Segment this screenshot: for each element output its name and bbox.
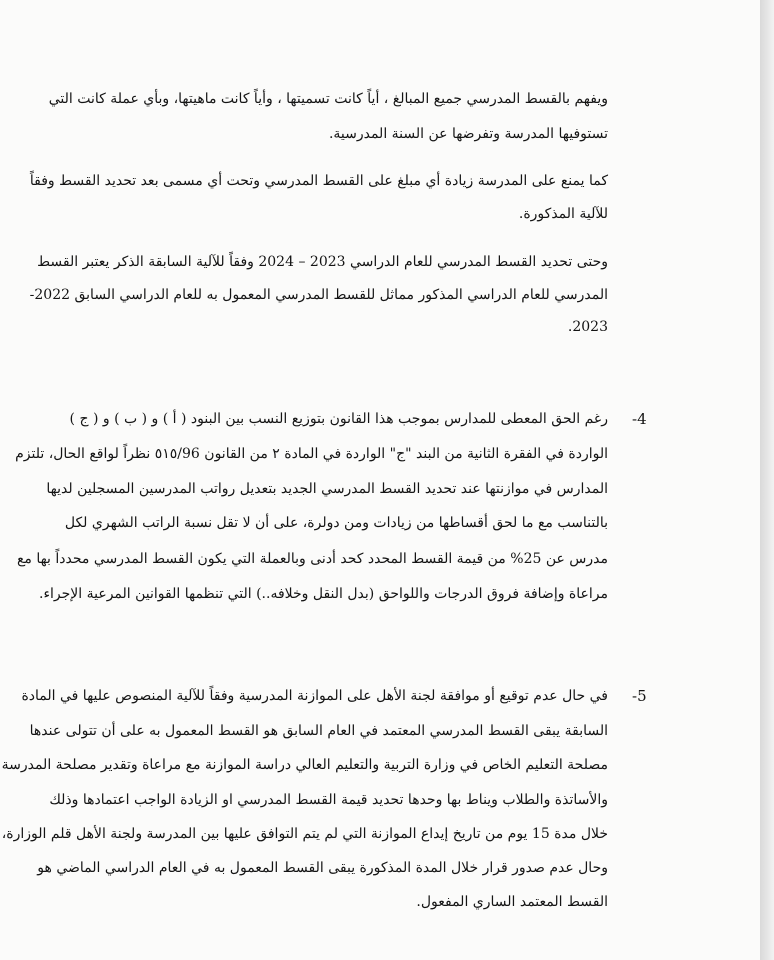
section-4-line-2: الواردة في الفقرة الثانية من البند "ج" الواردة في المادة ٢ من القانون ٥١٥/96 نظراً لواقع الحال، تلتزم [15, 446, 608, 462]
intro-line-2: تستوفيها المدرسة وتفرضها عن السنة المدرسية. [328, 126, 608, 142]
intro-line-3: كما يمنع على المدرسة زيادة أي مبلغ على القسط المدرسي وتحت أي مسمى بعد تحديد القسط وفقاً [29, 173, 608, 189]
section-5-line-6: وحال عدم صدور قرار خلال المدة المذكورة يبقى القسط المعمول به في العام الدراسي الماضي هو [37, 860, 608, 876]
intro-line-6: المدرسي للعام الدراسي المذكور مماثل للقسط المدرسي المعمول به للعام الدراسي السابق 2022- [29, 287, 608, 303]
section-5-line-5: خلال مدة 15 يوم من تاريخ إيداع الموازنة التي لم يتم التوافق عليها بين المدرسة ولجنة الأهل قلم الوزارة، [1, 826, 608, 842]
section-5-line-7: القسط المعتمد الساري المفعول. [416, 894, 608, 910]
section-4-line-1: رغم الحق المعطى للمدارس بموجب هذا القانون بتوزيع النسب بين البنود ( أ ) و ( ب ) و ( ج ) [69, 411, 608, 427]
section-4-line-4: بالتناسب مع ما لحق أقساطها من زيادات ومن دولرة، على أن لا تقل نسبة الراتب الشهري لكل [64, 515, 608, 531]
section-5-line-1: في حال عدم توقيع أو موافقة لجنة الأهل على الموازنة المدرسية وفقاً للآلية المنصوص عليها في المادة [21, 688, 608, 704]
intro-line-5: وحتى تحديد القسط المدرسي للعام الدراسي 2023 – 2024 وفقاً للآلية السابقة الذكر يعتبر القسط [37, 254, 608, 270]
section-5-line-2: السابقة يبقى القسط المدرسي المعتمد في العام السابق هو القسط المعمول به على أن تتولى عندها [29, 723, 608, 739]
section-5-line-3: مصلحة التعليم الخاص في وزارة التربية والتعليم العالي دراسة الموازنة مع مراعاة وتقدير مصلحة المدرسة [1, 757, 608, 773]
intro-line-7: 2023. [567, 319, 608, 335]
intro-line-4: للآلية المذكورة. [518, 206, 608, 222]
section-4-line-6: مراعاة وإضافة فروق الدرجات واللواحق (بدل النقل وخلافه..) التي تنظمها القوانين المرعية الإجراء. [39, 586, 608, 602]
intro-line-1: ويفهم بالقسط المدرسي جميع المبالغ ، أياً كانت تسميتها ، وأياً كانت ماهيتها، وبأي عملة كانت التي [48, 91, 608, 107]
section-4-line-5: مدرس عن 25% من قيمة القسط المحدد كحد أدنى وبالعملة التي يكون القسط المدرسي محدداً بها مع [16, 551, 608, 567]
page-edge-shadow [760, 0, 774, 960]
section-4-number: -4 [632, 410, 647, 428]
section-5-line-4: والأساتذة والطلاب ويناط بها وحدها تحديد قيمة القسط المدرسي او الزيادة الواجب اعتمادها وذلك [49, 792, 608, 808]
section-5-number: -5 [632, 687, 647, 705]
section-4-line-3: المدارس في موازنتها عند تحديد القسط المدرسي الجديد بتعديل رواتب المدرسين المسجلين لديها [46, 481, 608, 497]
